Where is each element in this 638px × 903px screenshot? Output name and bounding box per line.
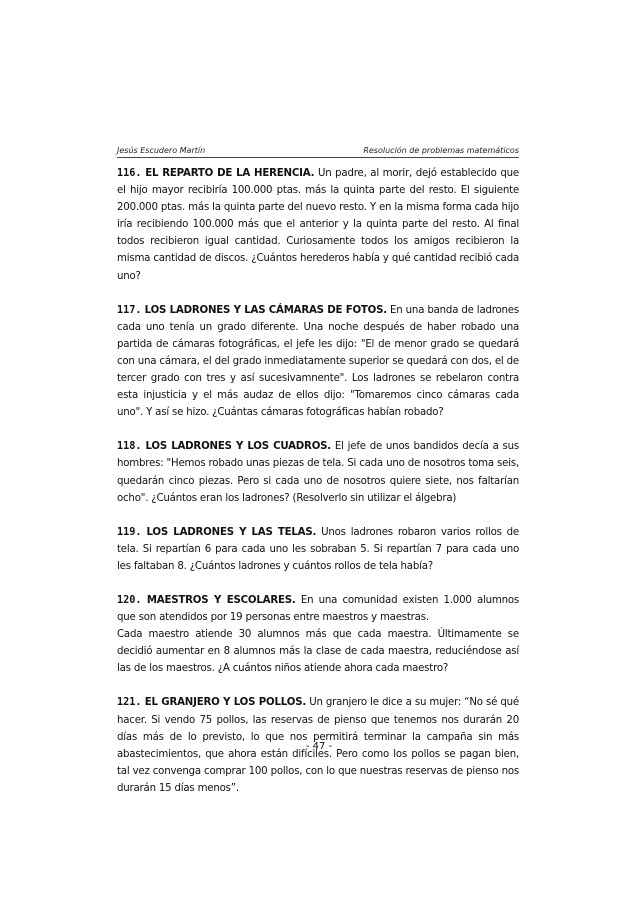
- problem-text: En una comunidad existen 1.000 alumnos que son atendidos por 19 personas entre maestros y maestras.: [117, 594, 519, 624]
- problem-text-continued: Cada maestro atiende 30 alumnos más que cada maestra. Últimamente se decidió aumentar en 8 alumnos más la clase de cada maestra, reduciéndose así las de los maestros. ¿A cuántos niños atiende ahora cada maestro?: [117, 629, 519, 675]
- header-book-title: Resolución de problemas matemáticos: [363, 146, 519, 155]
- problem-title: EL REPARTO DE LA HERENCIA.: [145, 168, 315, 179]
- problem-text: Un granjero le dice a su mujer: “No sé qué hacer. Si vendo 75 pollos, las reservas de pienso que tenemos nos durarán 20 días más de lo previsto, lo que nos permitirá terminar la campaña sin más abastecimientos, que ahora están difíciles. Pero como los pollos se pagan bien, tal vez convenga comprar 100 pollos, con lo que nuestras reservas de pienso nos durarán 15 días menos”.: [117, 697, 519, 794]
- problem-title: LOS LADRONES Y LOS CUADROS.: [145, 441, 331, 453]
- problem-number: 120.: [117, 594, 142, 606]
- problem-number: 116.: [117, 168, 142, 179]
- running-header: [117, 146, 519, 158]
- problem-116: [117, 165, 519, 285]
- problem-title: MAESTROS Y ESCOLARES.: [146, 594, 296, 606]
- problem-title: EL GRANJERO Y LOS POLLOS.: [144, 697, 306, 709]
- header-author: Jesús Escudero Martín: [117, 146, 206, 155]
- problem-text: Un padre, al morir, dejó establecido que el hijo mayor recibiría 100.000 ptas. más la quinta parte del resto. El siguiente 200.000 ptas. más la quinta parte del nuevo resto. Y en la misma forma cada hijo iría recibiendo 100.000 más que el anterior y la quinta parte del resto. Al final todos recibieron igual cantidad. Curiosamente todos los amigos recibieron la misma cantidad de discos. ¿Cuántos herederos había y qué cantidad recibió cada uno?: [117, 168, 519, 282]
- page-body: [117, 165, 519, 814]
- problem-number: 121.: [117, 697, 142, 709]
- problem-number: 117.: [117, 304, 142, 316]
- problem-number: 119.: [117, 526, 142, 538]
- page-number: - 47 -: [305, 741, 333, 752]
- problem-text: Unos ladrones robaron varios rollos de tela. Si repartían 6 para cada uno les sobraban 5. Si repartían 7 para cada uno les faltaban 8. ¿Cuántos ladrones y cuántos rollos de tela había?: [117, 526, 519, 572]
- problem-119: [117, 524, 519, 575]
- problem-text: En una banda de ladrones cada uno tenía un grado diferente. Una noche después de haber robado una partida de cámaras fotográficas, el jefe les dijo: "El de menor grado se quedará con una cámara, el del grado inmediatamente superior se quedará con dos, el de tercer grado con tres y así sucesivamnente". Los ladrones se rebelaron contra esta injusticia y el más audaz de ellos dijo: "Tomaremos cinco cámaras cada uno". Y así se hizo. ¿Cuántas cámaras fotográficas habían robado?: [117, 304, 519, 419]
- problem-title: LOS LADRONES Y LAS TELAS.: [146, 526, 317, 538]
- problem-number: 118.: [117, 441, 142, 453]
- problem-title: LOS LADRONES Y LAS CÁMARAS DE FOTOS.: [144, 304, 387, 316]
- problem-text: El jefe de unos bandidos decía a sus hombres: "Hemos robado unas piezas de tela. Si cada uno de nosotros toma seis, quedarán cinco piezas. Pero si cada uno de nosotros quiere siete, nos faltarían ocho". ¿Cuántos eran los ladrones? (Resolverlo sin utilizar el álgebra): [117, 441, 519, 504]
- problem-117: [117, 302, 519, 422]
- problem-120: [117, 592, 519, 677]
- problem-118: [117, 438, 519, 506]
